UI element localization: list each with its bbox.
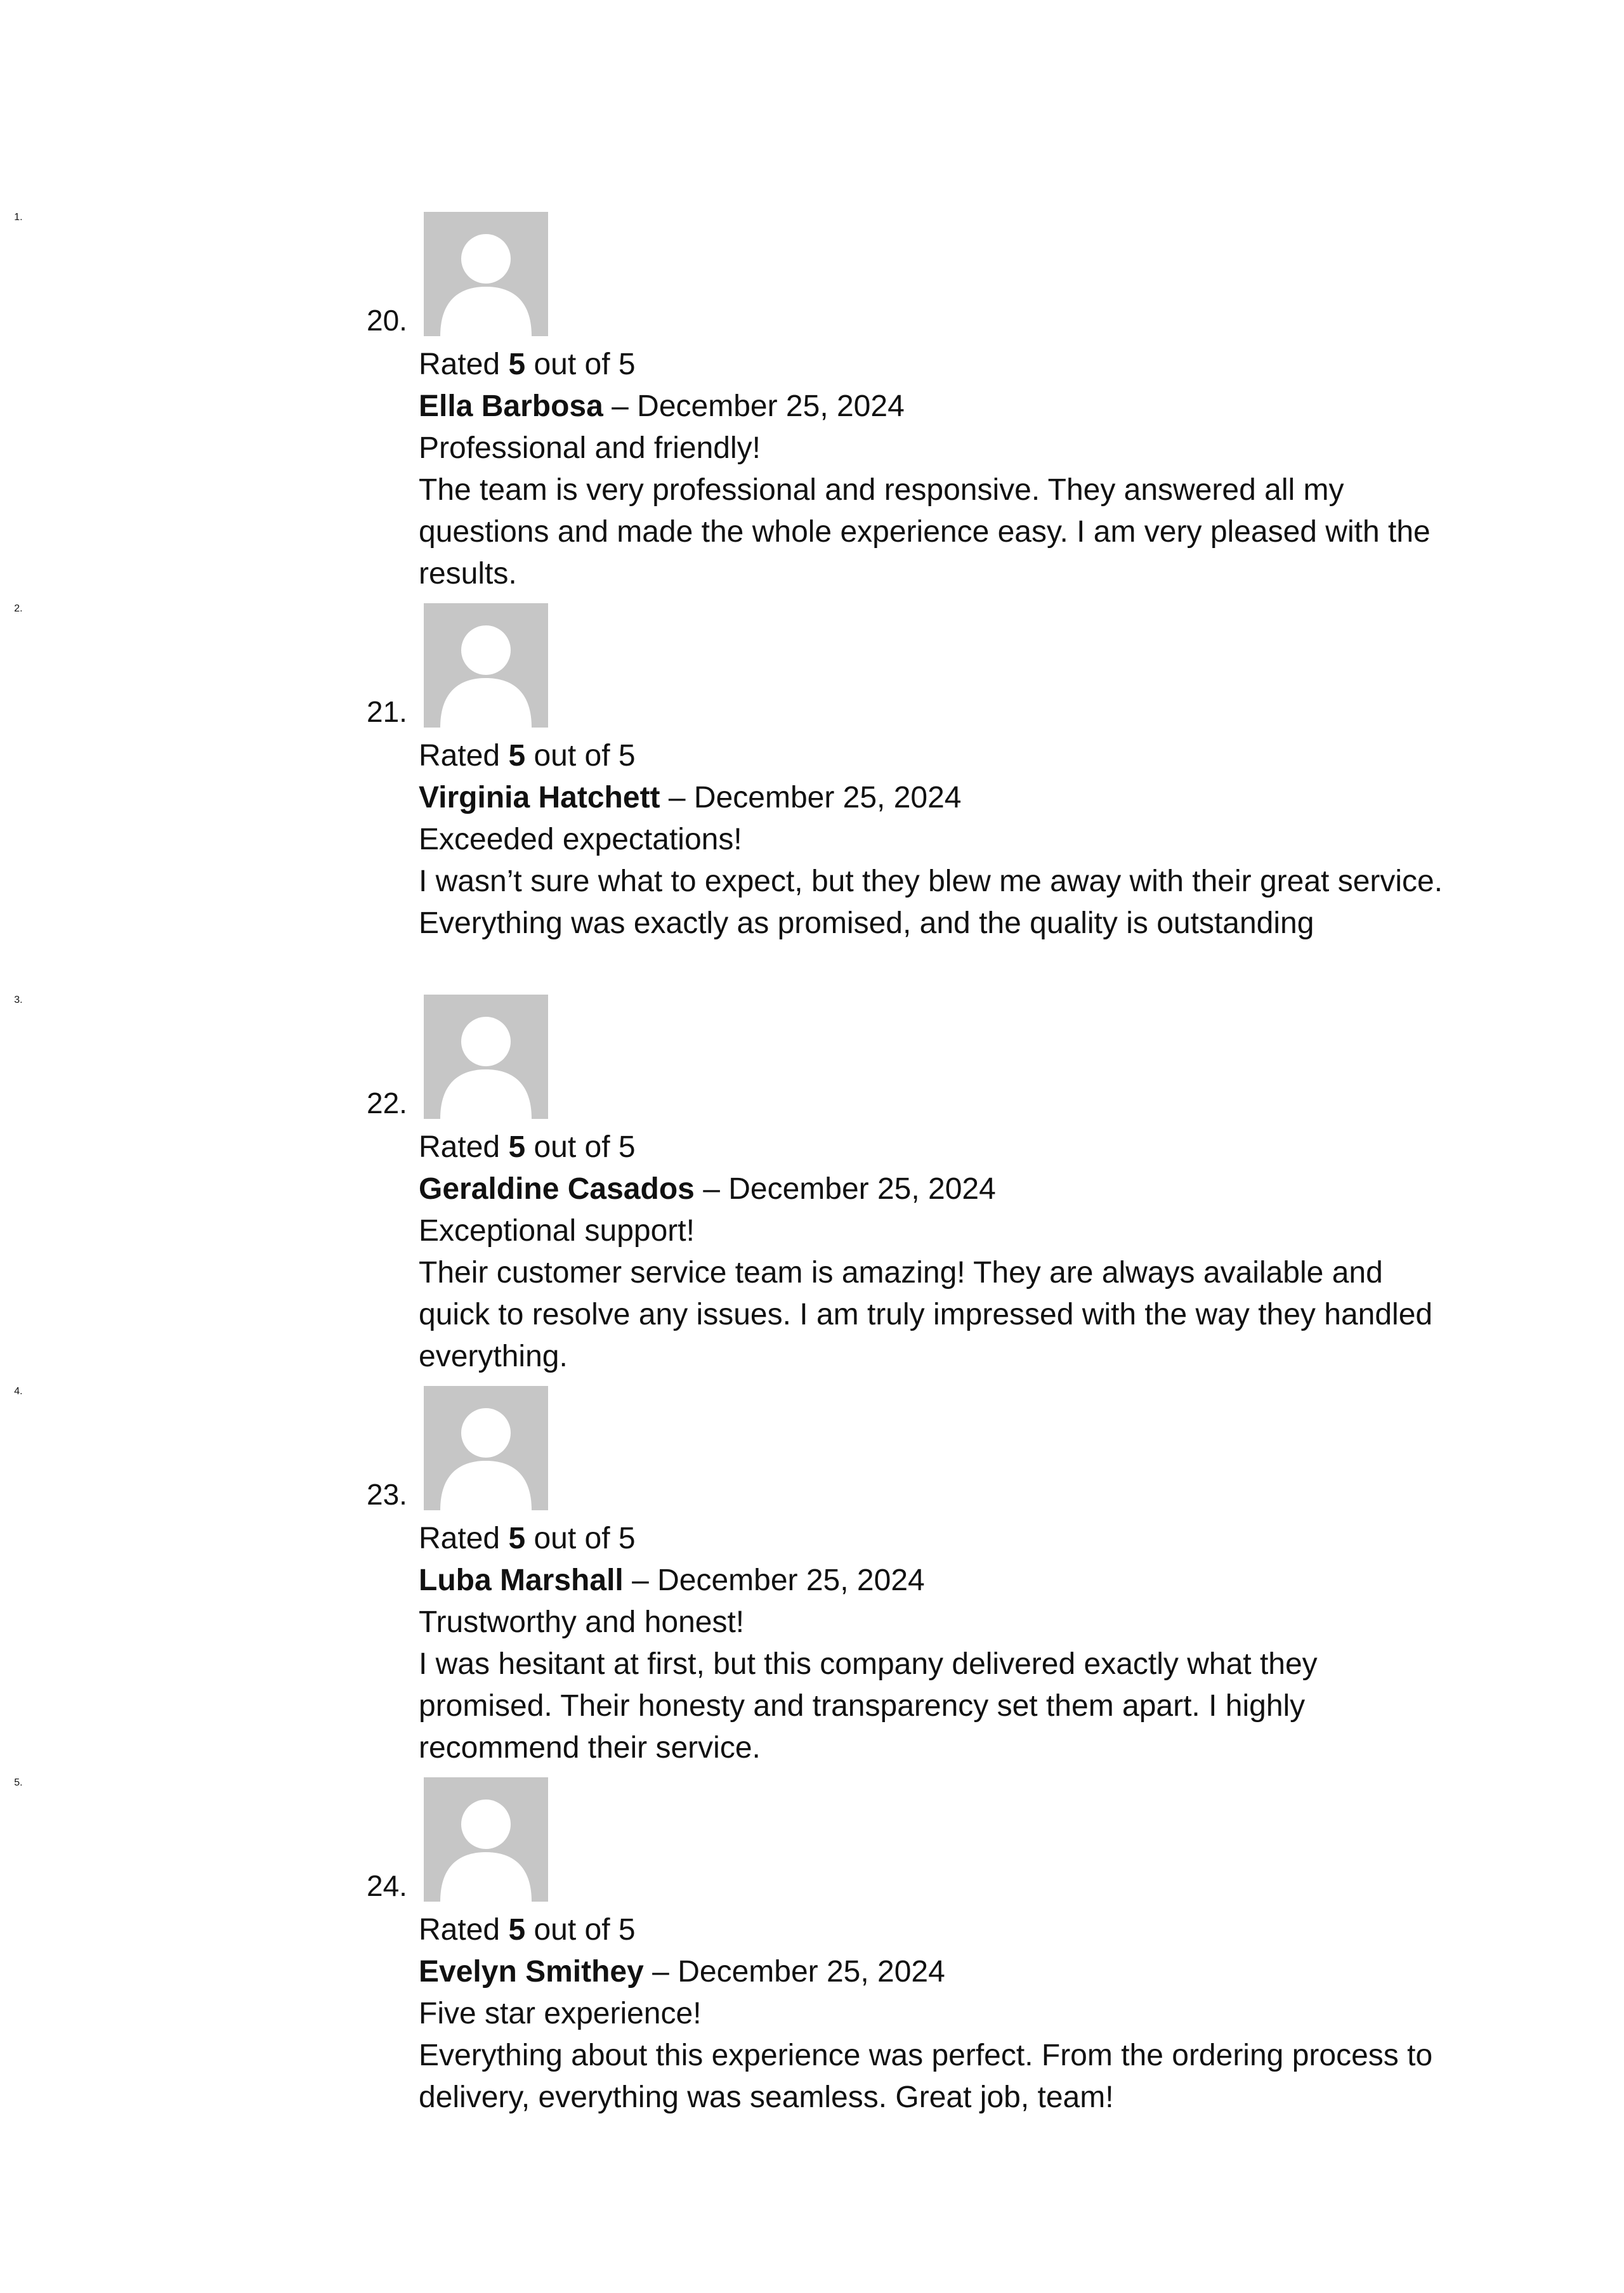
rating-line <box>419 344 1459 386</box>
review-body <box>419 735 1459 944</box>
review-date: – December 25, 2024 <box>632 1564 925 1597</box>
review-title: Five star experience! <box>419 1997 702 2030</box>
review-text: Their customer service team is amazing! They are always available and quick to resolve any issues. I am truly impressed with the way they handled everything. <box>419 1256 1433 1373</box>
review-title: Trustworthy and honest! <box>419 1605 745 1639</box>
rating-prefix: Rated <box>419 1913 501 1947</box>
review-body <box>419 344 1459 595</box>
rating-value: 5 <box>508 1130 526 1164</box>
rating-prefix: Rated <box>419 348 501 381</box>
rating-suffix: out of 5 <box>534 1130 636 1164</box>
default-user-avatar-icon <box>424 1777 548 1902</box>
default-user-avatar-icon <box>424 603 548 728</box>
review-list <box>0 212 1624 2169</box>
review-text: I was hesitant at first, but this company delivered exactly what they promised. Their honesty and transparency set them apart. I highly recommend their service. <box>419 1647 1318 1765</box>
review-body <box>419 1909 1459 2119</box>
rating-value: 5 <box>508 1522 526 1555</box>
rating-prefix: Rated <box>419 1522 501 1555</box>
review-date: – December 25, 2024 <box>668 781 962 814</box>
rating-line <box>419 1127 1459 1168</box>
review-item <box>25 603 1624 995</box>
rating-line <box>419 735 1459 777</box>
review-author: Geraldine Casados <box>419 1172 695 1206</box>
rating-suffix: out of 5 <box>534 348 636 381</box>
rating-suffix: out of 5 <box>534 1913 636 1947</box>
review-title: Exceptional support! <box>419 1214 695 1248</box>
rating-line <box>419 1518 1459 1560</box>
author-line <box>419 777 1459 819</box>
review-item <box>25 1777 1624 2169</box>
default-user-avatar-icon <box>424 995 548 1119</box>
review-item <box>25 1386 1624 1777</box>
review-author: Luba Marshall <box>419 1564 624 1597</box>
review-date: – December 25, 2024 <box>652 1955 945 1989</box>
review-author: Ella Barbosa <box>419 389 603 423</box>
rating-suffix: out of 5 <box>534 1522 636 1555</box>
author-line <box>419 1951 1459 1993</box>
review-body <box>419 1127 1459 1378</box>
rating-suffix: out of 5 <box>534 739 636 773</box>
review-number: 2. 21. <box>367 695 407 728</box>
rating-prefix: Rated <box>419 739 501 773</box>
review-title: Professional and friendly! <box>419 431 761 465</box>
review-date: – December 25, 2024 <box>612 389 905 423</box>
review-number: 5. 24. <box>367 1869 407 1902</box>
review-title: Exceeded expectations! <box>419 823 742 856</box>
review-number: 1. 20. <box>367 304 407 337</box>
rating-line <box>419 1909 1459 1951</box>
author-line <box>419 1168 1459 1210</box>
review-date: – December 25, 2024 <box>703 1172 996 1206</box>
default-user-avatar-icon <box>424 1386 548 1510</box>
default-user-avatar-icon <box>424 212 548 336</box>
rating-value: 5 <box>508 739 526 773</box>
review-item <box>25 212 1624 603</box>
review-author: Evelyn Smithey <box>419 1955 644 1989</box>
review-text: The team is very professional and responsive. They answered all my questions and made the whole experience easy. I am very pleased with the results. <box>419 473 1431 591</box>
review-body <box>419 1518 1459 1769</box>
rating-prefix: Rated <box>419 1130 501 1164</box>
rating-value: 5 <box>508 1913 526 1947</box>
review-number: 4. 23. <box>367 1478 407 1511</box>
author-line <box>419 1560 1459 1602</box>
review-item <box>25 995 1624 1386</box>
review-number: 3. 22. <box>367 1087 407 1120</box>
review-author: Virginia Hatchett <box>419 781 660 814</box>
review-text: Everything about this experience was perfect. From the ordering process to delivery, everything was seamless. Great job, team! <box>419 2039 1433 2114</box>
rating-value: 5 <box>508 348 526 381</box>
author-line <box>419 386 1459 428</box>
review-text: I wasn’t sure what to expect, but they blew me away with their great service. Everything was exactly as promised, and the quality is outstanding <box>419 865 1443 940</box>
